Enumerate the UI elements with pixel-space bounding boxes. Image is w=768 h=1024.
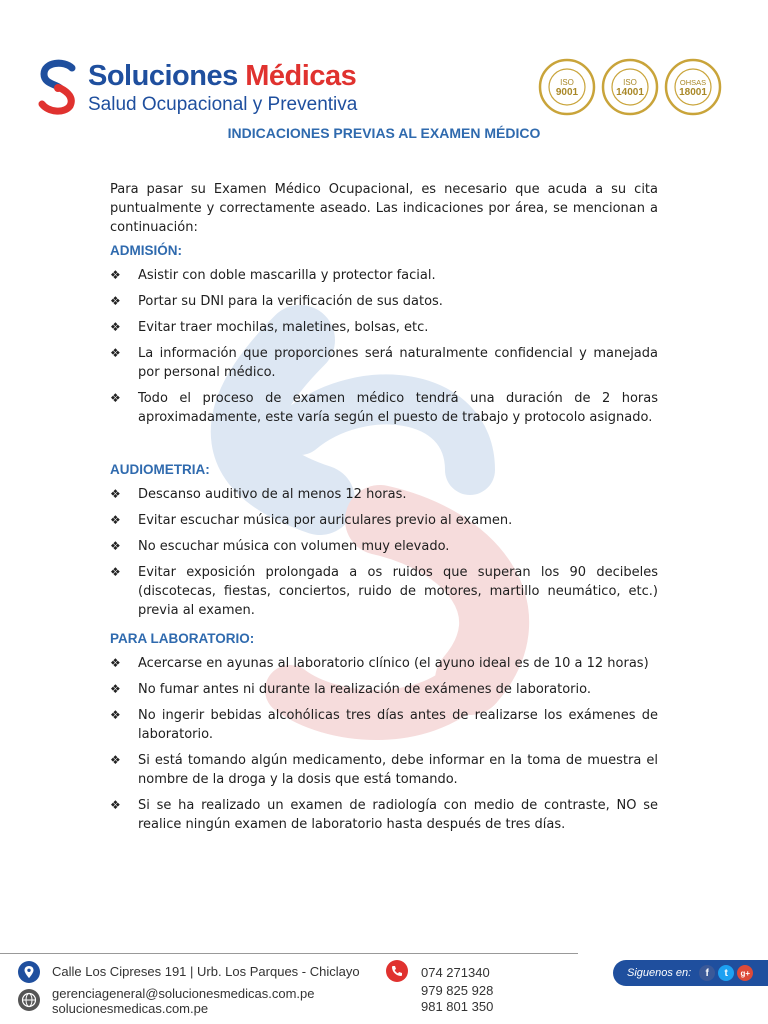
document-title: INDICACIONES PREVIAS AL EXAMEN MÉDICO — [227, 125, 541, 141]
ohsas-18001-seal-icon — [664, 58, 722, 116]
list-item — [110, 344, 658, 382]
list-item — [110, 485, 658, 504]
list-item — [110, 706, 658, 744]
list-item — [110, 654, 658, 673]
diamond-bullet-icon: ❖ — [110, 682, 121, 696]
list-item-text: Si se ha realizado un examen de radiología con medio de contraste, NO se realice ningún examen de laboratorio hasta después de tres días. — [138, 798, 658, 832]
list-item-text: No fumar antes ni durante la realización de exámenes de laboratorio. — [138, 682, 591, 697]
globe-icon — [18, 989, 40, 1011]
list-item — [110, 389, 658, 427]
list-item — [110, 680, 658, 699]
social-bar — [613, 960, 768, 986]
footer-address: Calle Los Cipreses 191 | Urb. Los Parques - Chiclayo — [52, 964, 360, 979]
facebook-icon[interactable]: f — [699, 965, 715, 981]
badge-3-top: OHSAS — [679, 78, 707, 87]
footer-phone-2: 979 825 928 — [421, 983, 494, 998]
diamond-bullet-icon: ❖ — [110, 565, 121, 579]
brand-name — [88, 60, 356, 93]
footer-phone-1: 074 271340 — [421, 965, 490, 980]
badge-2-code: 14001 — [616, 87, 644, 98]
list-item-text: Evitar exposición prolongada a os ruidos que superan los 90 decibeles (discotecas, fiestas, conciertos, ruido de motores, martillo neumático, etc.) previa al examen. — [138, 565, 658, 618]
list-item — [110, 537, 658, 556]
section-title: PARA LABORATORIO: — [110, 631, 255, 646]
diamond-bullet-icon: ❖ — [110, 268, 121, 282]
company-logo — [36, 58, 396, 120]
badge-1-top: ISO — [560, 78, 574, 87]
diamond-bullet-icon: ❖ — [110, 294, 121, 308]
section-admision — [110, 241, 658, 427]
bullet-list — [110, 485, 658, 620]
list-item — [110, 511, 658, 530]
list-item-text: Descanso auditivo de al menos 12 horas. — [138, 487, 407, 502]
list-item — [110, 292, 658, 311]
badge-1-code: 9001 — [555, 87, 579, 98]
diamond-bullet-icon: ❖ — [110, 539, 121, 553]
section-laboratorio — [110, 629, 658, 834]
diamond-bullet-icon: ❖ — [110, 487, 121, 501]
google-plus-icon[interactable]: g+ — [737, 965, 753, 981]
diamond-bullet-icon: ❖ — [110, 346, 121, 360]
list-item-text: Evitar traer mochilas, maletines, bolsas, etc. — [138, 320, 429, 335]
list-item-text: No ingerir bebidas alcohólicas tres días antes de realizarse los exámenes de laboratorio. — [138, 708, 658, 742]
diamond-bullet-icon: ❖ — [110, 798, 121, 812]
badge-2-top: ISO — [623, 78, 637, 87]
footer-email-link[interactable]: gerenciageneral@solucionesmedicas.com.pe — [52, 986, 315, 1001]
badge-3-code: 18001 — [679, 87, 707, 98]
intro-paragraph: Para pasar su Examen Médico Ocupacional, es necesario que acuda a su cita puntualmente y correctamente aseado. Las indicaciones por área, se mencionan a continuación: — [110, 182, 658, 235]
list-item-text: Todo el proceso de examen médico tendrá una duración de 2 horas aproximadamente, este varía según el puesto de trabajo y protocolo asignado. — [138, 391, 658, 425]
list-item-text: Acercarse en ayunas al laboratorio clínico (el ayuno ideal es de 10 a 12 horas) — [138, 656, 649, 671]
diamond-bullet-icon: ❖ — [110, 391, 121, 405]
brand-name-part2: Médicas — [245, 60, 357, 92]
section-title: ADMISIÓN: — [110, 243, 182, 258]
diamond-bullet-icon: ❖ — [110, 320, 121, 334]
iso-9001-seal-icon — [538, 58, 596, 116]
document-body — [110, 180, 658, 841]
iso-14001-seal-icon — [601, 58, 659, 116]
diamond-bullet-icon: ❖ — [110, 513, 121, 527]
list-item-text: Si está tomando algún medicamento, debe informar en la toma de muestra el nombre de la droga y la dosis que está tomando. — [138, 753, 658, 787]
logo-s-icon — [36, 58, 80, 116]
list-item — [110, 751, 658, 789]
brand-name-part1: Soluciones — [88, 60, 246, 92]
phone-icon — [386, 960, 408, 982]
diamond-bullet-icon: ❖ — [110, 708, 121, 722]
certification-badges — [538, 58, 722, 116]
list-item — [110, 318, 658, 337]
bullet-list — [110, 266, 658, 427]
footer-phone-3: 981 801 350 — [421, 999, 494, 1014]
list-item — [110, 266, 658, 285]
brand-tagline: Salud Ocupacional y Preventiva — [88, 94, 358, 115]
list-item-text: Portar su DNI para la verificación de sus datos. — [138, 294, 443, 309]
list-item — [110, 563, 658, 620]
list-item-text: No escuchar música con volumen muy elevado. — [138, 539, 450, 554]
diamond-bullet-icon: ❖ — [110, 753, 121, 767]
section-audiometria — [110, 460, 658, 620]
diamond-bullet-icon: ❖ — [110, 656, 121, 670]
location-pin-icon — [18, 961, 40, 983]
list-item-text: Evitar escuchar música por auriculares previo al examen. — [138, 513, 513, 528]
twitter-icon[interactable]: t — [718, 965, 734, 981]
bullet-list — [110, 654, 658, 834]
list-item — [110, 796, 658, 834]
list-item-text: Asistir con doble mascarilla y protector facial. — [138, 268, 436, 283]
list-item-text: La información que proporciones será naturalmente confidencial y manejada por personal médico. — [138, 346, 658, 380]
section-title: AUDIOMETRIA: — [110, 462, 210, 477]
footer-website-link[interactable]: solucionesmedicas.com.pe — [52, 1001, 209, 1016]
social-label: Siguenos en: — [627, 967, 692, 979]
footer-divider — [0, 953, 578, 954]
